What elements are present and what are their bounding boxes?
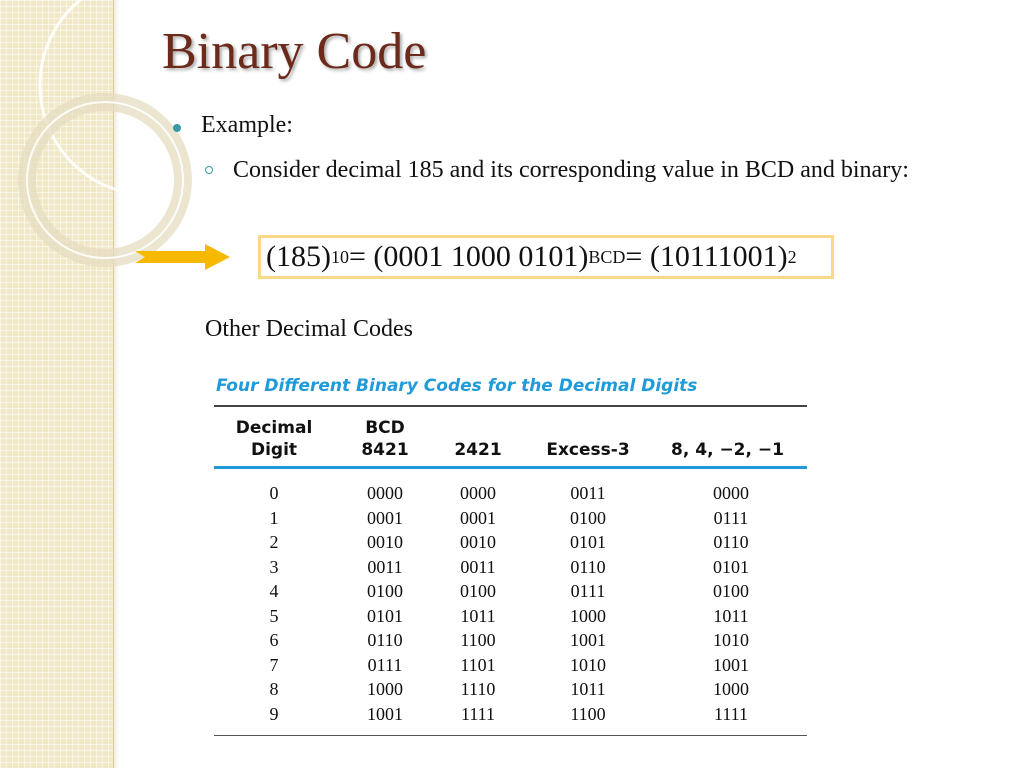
table-cell: 0101 bbox=[570, 532, 606, 552]
sub-bullet bbox=[205, 154, 965, 186]
table-cell: 1101 bbox=[460, 654, 496, 675]
table-cell: 6 bbox=[269, 630, 279, 650]
equation-bcd-value: = (0001 1000 0101) bbox=[348, 240, 589, 273]
table-rule-header bbox=[214, 466, 807, 469]
header-bcd bbox=[350, 417, 420, 461]
table-cell: 2 bbox=[269, 532, 279, 552]
right-arrow-icon bbox=[135, 244, 230, 270]
table-caption: Four Different Binary Codes for the Decimal Digits bbox=[216, 376, 698, 396]
table-cell: 0100 bbox=[367, 581, 403, 601]
equation-binary-base: 2 bbox=[787, 246, 797, 267]
header-excess3: Excess-3 bbox=[546, 440, 630, 460]
bullet-text: Example: bbox=[201, 112, 293, 138]
slide-title: Binary Code bbox=[162, 23, 427, 80]
column-decimal bbox=[254, 481, 294, 726]
table-cell: 0100 bbox=[460, 581, 496, 601]
table-cell: 0010 bbox=[367, 532, 403, 552]
table-cell: 0100 bbox=[713, 581, 749, 601]
table-cell: 0000 bbox=[367, 483, 403, 503]
table-cell: 1100 bbox=[570, 703, 606, 724]
table-cell: 0001 bbox=[460, 507, 496, 528]
table-cell: 0011 bbox=[367, 556, 403, 577]
table-cell: 0011 bbox=[460, 556, 496, 577]
table-cell: 0111 bbox=[713, 507, 749, 528]
table-cell: 0000 bbox=[460, 483, 496, 503]
table-cell: 0101 bbox=[713, 556, 749, 577]
header-2421: 2421 bbox=[454, 440, 502, 460]
table-cell: 1011 bbox=[460, 605, 496, 626]
sub-bullet-text: Consider decimal 185 and its corresponding value in BCD and binary: bbox=[233, 157, 909, 183]
ring-icon bbox=[205, 166, 213, 174]
table-cell: 1010 bbox=[713, 630, 749, 650]
table-cell: 1111 bbox=[461, 703, 495, 724]
table-cell: 1010 bbox=[570, 654, 606, 675]
table-cell: 1001 bbox=[570, 630, 606, 650]
table-rule-top bbox=[214, 405, 807, 407]
equation-bcd-base: BCD bbox=[588, 246, 626, 267]
table-cell: 1 bbox=[269, 507, 279, 528]
header-bcd-line1: BCD bbox=[365, 418, 405, 438]
column-8-4-neg2-neg1 bbox=[701, 481, 761, 726]
header-decimal-line1: Decimal bbox=[235, 418, 313, 438]
table-cell: 1100 bbox=[460, 630, 496, 650]
table-cell: 8 bbox=[269, 679, 279, 699]
header-decimal-line2: Digit bbox=[250, 440, 298, 460]
table-cell: 9 bbox=[269, 703, 279, 724]
table-cell: 0110 bbox=[713, 532, 749, 552]
table-cell: 0010 bbox=[460, 532, 496, 552]
table-cell: 1000 bbox=[367, 679, 403, 699]
table-cell: 1011 bbox=[570, 679, 606, 699]
table-cell: 7 bbox=[269, 654, 279, 675]
header-decimal-digit bbox=[228, 417, 320, 461]
table-cell: 0101 bbox=[367, 605, 403, 626]
table-cell: 0111 bbox=[570, 581, 606, 601]
table-cell: 0110 bbox=[570, 556, 606, 577]
table-cell: 0 bbox=[269, 483, 279, 503]
table-cell: 1011 bbox=[713, 605, 749, 626]
filled-dot-icon bbox=[173, 124, 181, 132]
table-cell: 1000 bbox=[570, 605, 606, 626]
table-cell: 0111 bbox=[367, 654, 403, 675]
header-8-4-neg2-neg1: 8, 4, −2, −1 bbox=[671, 440, 784, 460]
table-cell: 1001 bbox=[713, 654, 749, 675]
bullet-example bbox=[173, 112, 293, 139]
subheading: Other Decimal Codes bbox=[205, 316, 413, 342]
equation-decimal: (185) bbox=[266, 240, 331, 273]
table-cell: 1000 bbox=[713, 679, 749, 699]
table-cell: 3 bbox=[269, 556, 279, 577]
equation-box bbox=[258, 235, 834, 279]
table-cell: 4 bbox=[269, 581, 279, 601]
equation-decimal-base: 10 bbox=[330, 246, 349, 267]
table-rule-bottom bbox=[214, 735, 807, 736]
table-cell: 0000 bbox=[713, 483, 749, 503]
table-cell: 1110 bbox=[460, 679, 496, 699]
column-2421 bbox=[448, 481, 508, 726]
column-excess3 bbox=[558, 481, 618, 726]
column-bcd bbox=[355, 481, 415, 726]
table-cell: 0001 bbox=[367, 507, 403, 528]
table-cell: 0011 bbox=[570, 483, 606, 503]
table-cell: 0100 bbox=[570, 507, 606, 528]
header-bcd-line2: 8421 bbox=[361, 440, 409, 460]
table-cell: 1111 bbox=[714, 703, 748, 724]
table-cell: 1001 bbox=[367, 703, 403, 724]
table-cell: 0110 bbox=[367, 630, 403, 650]
table-cell: 5 bbox=[269, 605, 279, 626]
equation-binary-value: = (10111001) bbox=[625, 240, 788, 273]
